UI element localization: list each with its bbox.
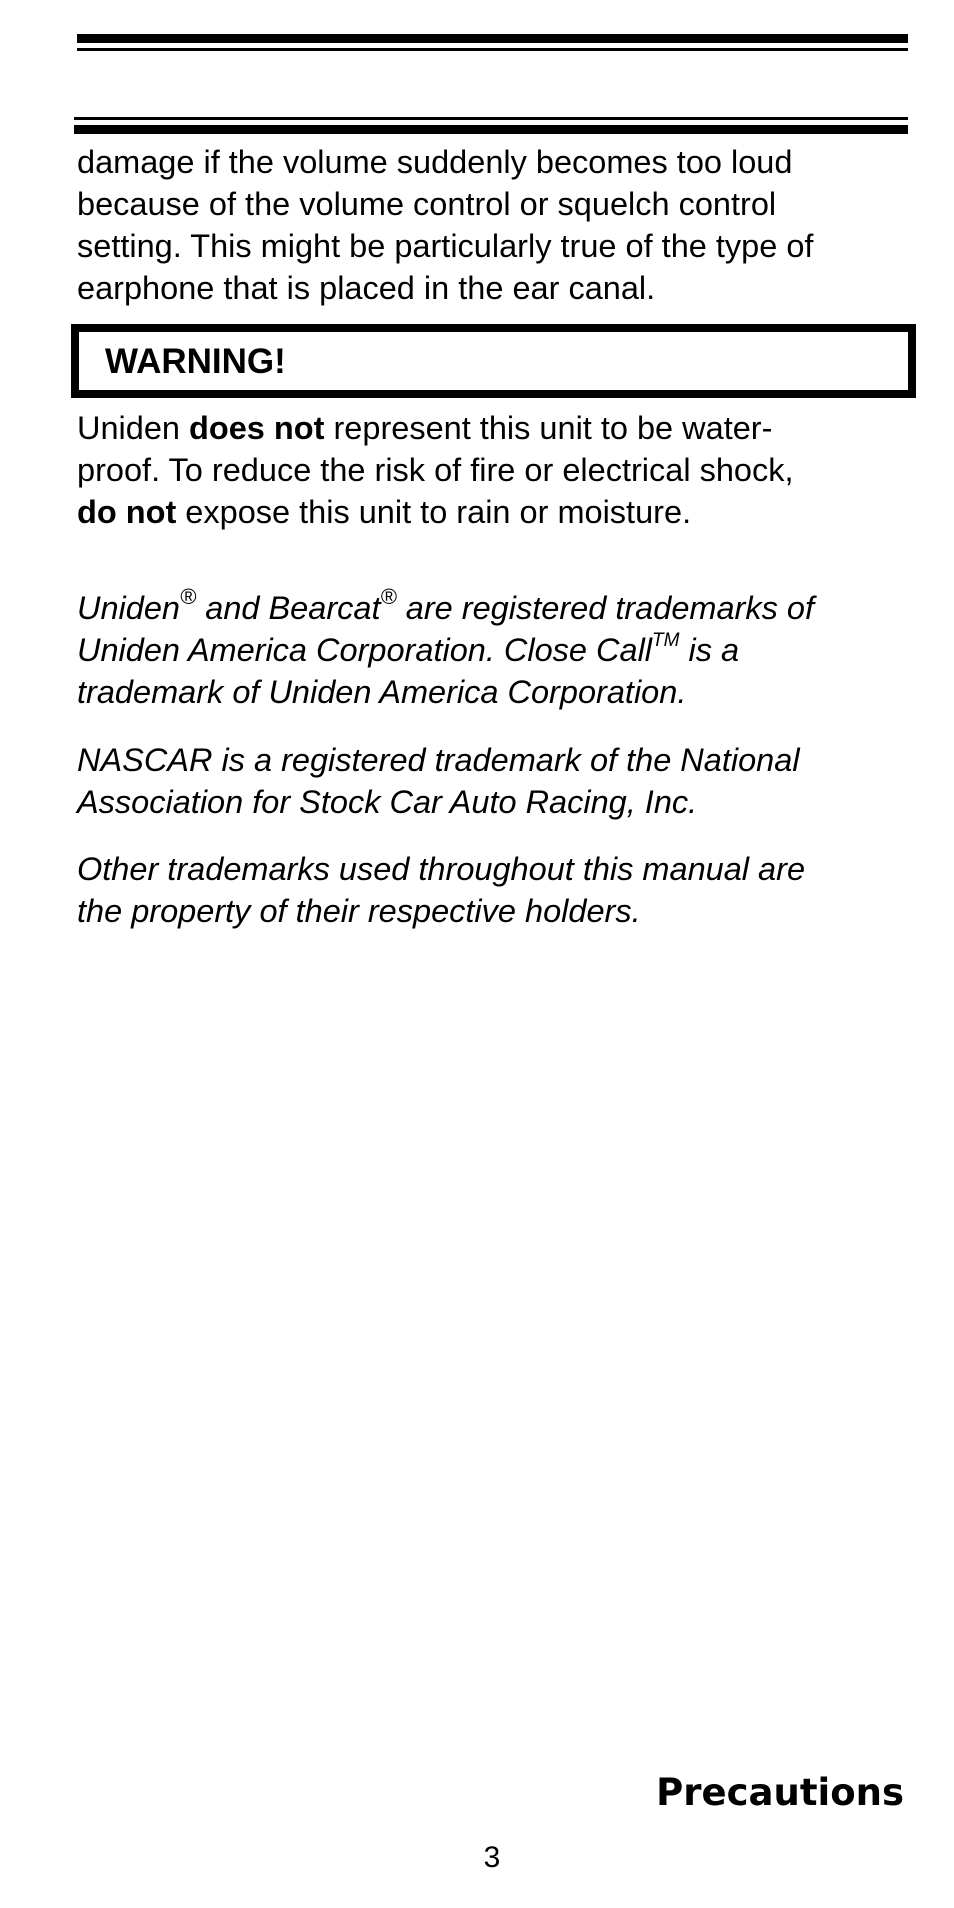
intro-line: setting. This might be particularly true of the type of [77,228,814,264]
trademark-text: Uniden America Corporation. Close Call [77,632,653,668]
intro-line: damage if the volume suddenly becomes too loud [77,144,793,180]
trademark-line: Other trademarks used throughout this manual are [77,851,806,887]
trademark-line [77,584,917,629]
warning-title: WARNING! [105,342,286,381]
trademark-line: Association for Stock Car Auto Racing, Inc. [77,784,698,820]
warning-text: expose this unit to rain or moisture. [176,494,692,530]
trademark-paragraph-nascar [77,739,917,823]
warning-box [71,324,916,398]
top-rule-thick [77,34,908,43]
warning-line: proof. To reduce the risk of fire or electrical shock, [77,452,794,488]
warning-emphasis: does not [189,410,325,446]
warning-line [77,491,917,533]
trademark-text: Uniden [77,590,180,626]
warning-text: Uniden [77,410,190,446]
trademark-text: is a [679,632,740,668]
trademark-mark: TM [652,630,680,652]
trademark-line [77,629,917,671]
intro-line: because of the volume control or squelch control [77,186,777,222]
trademark-paragraph-uniden [77,584,917,713]
trademark-text: are registered trademarks of [396,590,814,626]
intro-paragraph [77,141,917,309]
trademark-paragraph-other [77,848,917,932]
trademark-line: trademark of Uniden America Corporation. [77,674,687,710]
trademark-line: NASCAR is a registered trademark of the National [77,742,800,778]
header-rule-thick [74,125,908,134]
intro-line: earphone that is placed in the ear canal. [77,270,656,306]
warning-emphasis: do not [77,494,177,530]
page-number: 3 [483,1841,501,1874]
registered-mark: ® [180,584,197,610]
header-rule-thin [74,117,908,120]
warning-paragraph [77,407,917,533]
warning-line [77,407,917,449]
warning-text: represent this unit to be water- [324,410,773,446]
trademark-line: the property of their respective holders. [77,893,641,929]
trademark-text: and Bearcat [196,590,381,626]
section-title-footer: Precautions [656,1771,904,1814]
registered-mark: ® [380,584,397,610]
top-rule-thin [77,48,908,51]
